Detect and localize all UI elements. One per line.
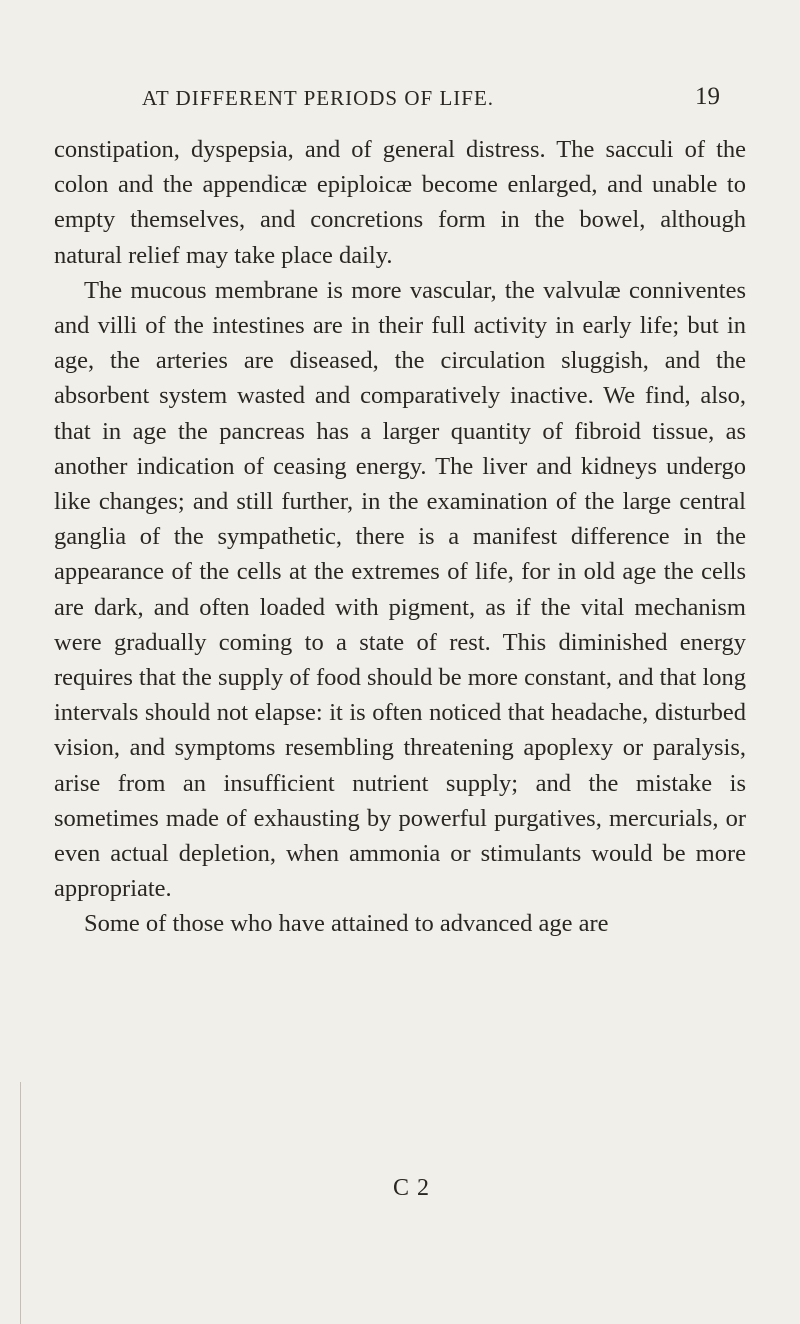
running-head: AT DIFFERENT PERIODS OF LIFE. bbox=[142, 86, 495, 110]
paragraph-mucous-membrane: The mucous membrane is more vascular, the valvulæ conniventes and villi of the intestines are in their full activity in early life; but in age, the arteries are diseased, the circulation sluggish, and the absorbent system wasted and comparatively inactive. We find, also, that in age the pancreas has a larger quantity of fibroid tissue, as another indication of ceasing energy. The liver and kidneys undergo like changes; and still further, in the examination of the large central ganglia of the sympathetic, there is a manifest difference in the appearance of the cells at the extremes of life, for in old age the cells are dark, and often loaded with pigment, as if the vital mechanism were gradually coming to a state of rest. This diminished energy requires that the supply of food should be more constant, and that long intervals should not elapse: it is often noticed that headache, disturbed vision, and symptoms resembling threatening apoplexy or paralysis, arise from an insufficient nutrient supply; and the mistake is sometimes made of exhausting by powerful purgatives, mercurials, or even actual depletion, when ammonia or stimulants would be more appropriate. bbox=[54, 276, 746, 903]
paragraph-advanced-age: Some of those who have attained to advanced age are bbox=[84, 910, 609, 938]
margin-rule bbox=[20, 1082, 21, 1324]
body-text bbox=[54, 132, 746, 942]
signature-mark: C 2 bbox=[393, 1175, 431, 1201]
page-number: 19 bbox=[695, 83, 720, 110]
paragraph-continuation: constipation, dyspepsia, and of general distress. The sacculi of the colon and the appendicæ epiploicæ become enlarged, and unable to empty themselves, and concretions form in the bowel, although natural relief may take place daily. bbox=[54, 136, 746, 269]
